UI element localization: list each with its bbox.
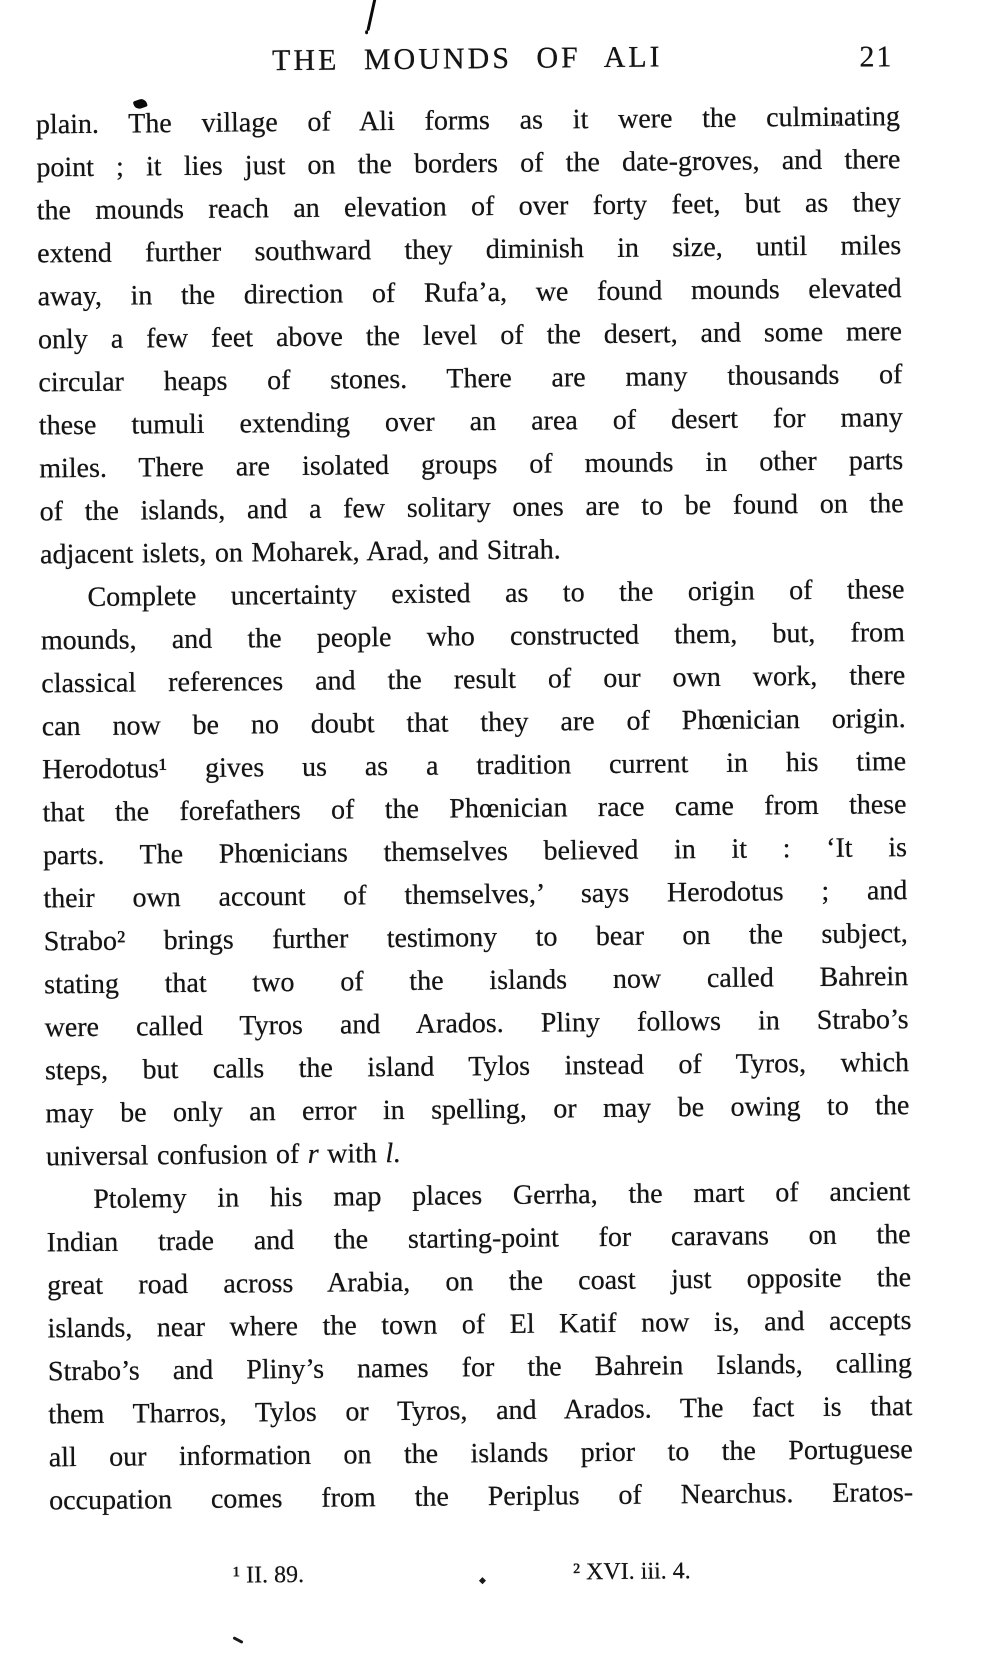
text-column — [36, 95, 914, 1522]
text-line: parts. The Phœnicians themselves believed in it : ‘It is — [42, 832, 908, 872]
italic-r: r — [307, 1138, 319, 1170]
text-line: islands, near where the town of El Katif now is, and accepts — [47, 1305, 912, 1345]
text-segment: with — [318, 1138, 386, 1170]
text-line: steps, but calls the island Tylos instead of Tyros, which — [44, 1047, 910, 1087]
text-line: can now be no doubt that they are of Phœnician origin. — [41, 703, 906, 743]
text-line: Strabo² brings further testimony to bear on the subject, — [43, 918, 908, 958]
page-number: 21 — [859, 40, 894, 74]
text-line: circular heaps of stones. There are many thousands of — [38, 359, 903, 399]
text-line: these tumuli extending over an area of desert for many — [38, 402, 903, 442]
page-title: THE MOUNDS OF ALI — [271, 40, 663, 78]
text-line: the mounds reach an elevation of over forty feet, but as they — [36, 187, 901, 227]
text-line: Complete uncertainty existed as to the origin of these — [87, 574, 905, 613]
footnote-row — [50, 1556, 914, 1604]
running-header — [35, 38, 899, 82]
text-line: stating that two of the islands now called Bahrein — [44, 961, 909, 1001]
text-line: Indian trade and the starting-point for caravans on the — [46, 1219, 911, 1259]
text-line: miles. There are isolated groups of mounds in other parts — [39, 445, 904, 485]
text-line: were called Tyros and Arados. Pliny follows in Strabo’s — [44, 1004, 909, 1044]
text-line: extend further southward they diminish in size, until miles — [37, 230, 902, 270]
text-line: adjacent islets, on Moharek, Arad, and Sitrah. — [39, 534, 561, 571]
text-line: plain. The village of Ali forms as it were the culminating — [35, 101, 901, 141]
text-segment: universal confusion of — [45, 1138, 308, 1173]
italic-l: l — [385, 1138, 394, 1170]
text-line: mounds, and the people who constructed them, but, from — [40, 617, 906, 657]
text-line: Herodotus¹ gives us as a tradition current in his time — [42, 746, 907, 786]
footnote-1: ¹ II. 89. — [232, 1561, 305, 1589]
text-line: occupation comes from the Periplus of Nearchus. Eratos- — [49, 1477, 914, 1517]
footnote-2: ² XVI. iii. 4. — [572, 1558, 691, 1586]
text-line: Strabo’s and Pliny’s names for the Bahrein Islands, calling — [47, 1348, 913, 1388]
text-line: point ; it lies just on the borders of the date-groves, and there — [36, 144, 901, 184]
text-line: great road across Arabia, on the coast just opposite the — [46, 1262, 912, 1302]
text-line: Ptolemy in his map places Gerrha, the mart of ancient — [93, 1176, 911, 1215]
text-line: classical references and the result of our own work, there — [41, 660, 906, 700]
pen-dot-mark — [365, 30, 368, 34]
text-segment: . — [393, 1137, 401, 1170]
text-line: them Tharros, Tylos or Tyros, and Arados. The fact is that — [48, 1391, 913, 1431]
text-line: away, in the direction of Rufa’a, we found mounds elevated — [37, 273, 902, 313]
pen-stroke-mark — [366, 0, 376, 31]
text-line: of the islands, and a few solitary ones are to be found on the — [39, 488, 904, 528]
text-line: all our information on the islands prior to the Portuguese — [48, 1434, 913, 1474]
text-line: may be only an error in spelling, or may be owing to the — [45, 1090, 910, 1130]
text-line: that the forefathers of the Phœnician race came from these — [42, 789, 907, 829]
text-line: their own account of themselves,’ says Herodotus ; and — [43, 875, 908, 915]
bottom-tick-mark — [232, 1636, 243, 1644]
text-line: only a few feet above the level of the desert, and some mere — [37, 316, 903, 356]
